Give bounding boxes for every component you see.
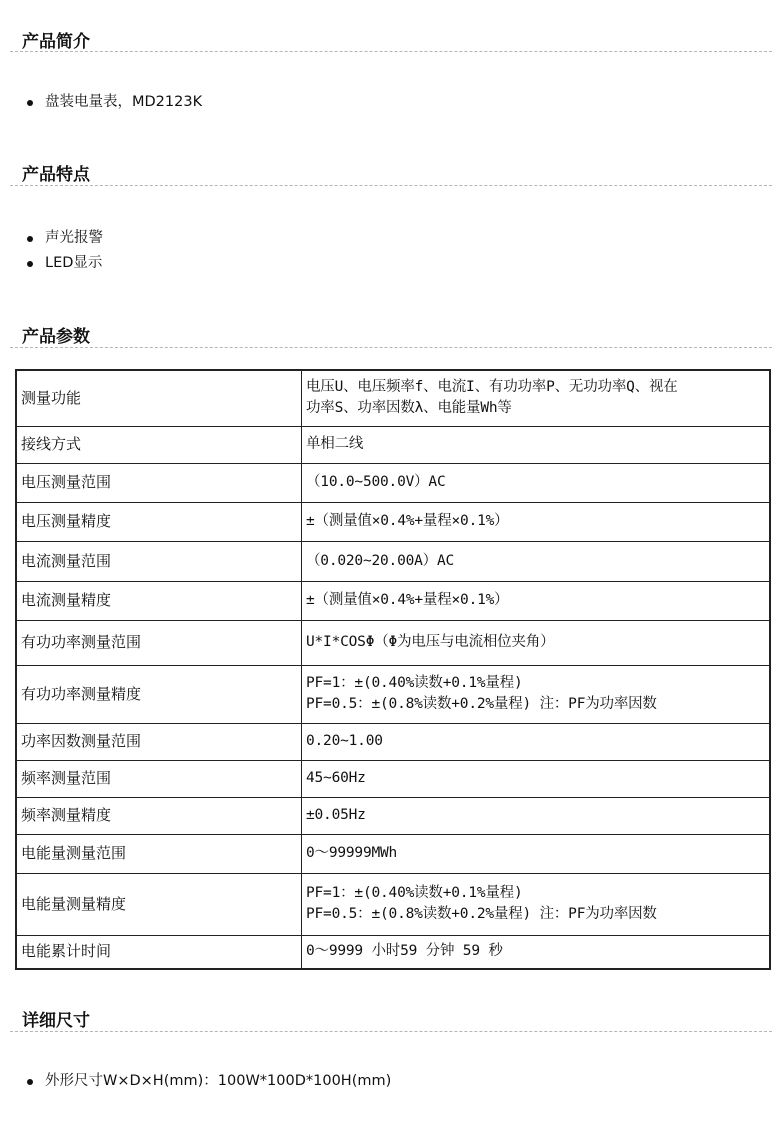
table-row (16, 797, 770, 834)
param-value-line: PF=1：±(0.40%读数+0.1%量程) (306, 675, 523, 691)
table-row (16, 620, 770, 665)
table-row (16, 541, 770, 581)
param-key: 电压测量范围 (16, 463, 302, 502)
param-value-line: PF=0.5：±(0.8%读数+0.2%量程) 注：PF为功率因数 (306, 906, 657, 922)
section-title-intro: 产品简介 (22, 32, 90, 52)
section-divider (10, 347, 772, 348)
param-value-line: 0～99999MWh (306, 845, 398, 861)
section-title-dimensions: 详细尺寸 (22, 1011, 90, 1031)
table-row (16, 723, 770, 760)
param-key: 频率测量精度 (16, 797, 302, 834)
param-value (302, 665, 771, 723)
param-key: 测量功能 (16, 370, 302, 426)
features-list (24, 226, 103, 276)
params-table (15, 369, 771, 970)
param-value-line: PF=1：±(0.40%读数+0.1%量程) (306, 885, 523, 901)
param-value (302, 541, 771, 581)
param-value-line: 0～9999 小时59 分钟 59 秒 (306, 943, 503, 960)
param-key: 功率因数测量范围 (16, 723, 302, 760)
list-item: 外形尺寸W×D×H(mm)：100W*100D*100H(mm) (24, 1069, 391, 1094)
table-row (16, 370, 770, 426)
param-key: 有功功率测量精度 (16, 665, 302, 723)
param-value (302, 370, 771, 426)
param-value (302, 426, 771, 463)
param-key: 电压测量精度 (16, 502, 302, 541)
param-value-line: 单相二线 (306, 436, 364, 452)
param-key: 电流测量范围 (16, 541, 302, 581)
param-value-line: 45~60Hz (306, 770, 366, 786)
section-title-features: 产品特点 (22, 165, 90, 185)
param-value-line: 0.20~1.00 (306, 733, 383, 749)
dimensions-list (24, 1069, 391, 1094)
param-key: 接线方式 (16, 426, 302, 463)
param-key: 有功功率测量范围 (16, 620, 302, 665)
table-row (16, 760, 770, 797)
param-value (302, 873, 771, 935)
param-value-line: （10.0~500.0V）AC (306, 474, 446, 490)
table-row (16, 873, 770, 935)
param-key: 电能累计时间 (16, 935, 302, 969)
param-value (302, 935, 771, 969)
param-key: 电流测量精度 (16, 581, 302, 620)
param-key: 电能量测量范围 (16, 834, 302, 873)
intro-list (24, 90, 202, 115)
param-key: 频率测量范围 (16, 760, 302, 797)
param-value-line: （0.020~20.00A）AC (306, 552, 455, 569)
section-divider (10, 1031, 772, 1032)
table-row (16, 834, 770, 873)
table-row (16, 665, 770, 723)
param-value (302, 463, 771, 502)
table-row (16, 935, 770, 969)
table-row (16, 502, 770, 541)
param-value-line: PF=0.5：±(0.8%读数+0.2%量程) 注：PF为功率因数 (306, 696, 657, 712)
param-value (302, 797, 771, 834)
param-value (302, 760, 771, 797)
param-value-line: U*I*COSΦ（Φ为电压与电流相位夹角） (306, 634, 555, 650)
param-value (302, 502, 771, 541)
list-item: 声光报警 (24, 226, 103, 251)
list-item: LED显示 (24, 251, 103, 276)
param-value (302, 834, 771, 873)
param-value (302, 581, 771, 620)
table-row (16, 581, 770, 620)
section-title-params: 产品参数 (22, 327, 90, 347)
list-item: 盘装电量表，MD2123K (24, 90, 202, 115)
param-key: 电能量测量精度 (16, 873, 302, 935)
table-row (16, 426, 770, 463)
section-divider (10, 51, 772, 52)
table-row (16, 463, 770, 502)
section-divider (10, 185, 772, 186)
param-value-line: 电压U、电压频率f、电流I、有功功率P、无功功率Q、视在 (306, 379, 678, 396)
param-value-line: 功率S、功率因数λ、电能量Wh等 (306, 400, 512, 417)
param-value (302, 620, 771, 665)
param-value-line: ±0.05Hz (306, 807, 366, 823)
param-value-line: ±（测量值×0.4%+量程×0.1%） (306, 592, 509, 608)
param-value (302, 723, 771, 760)
param-value-line: ±（测量值×0.4%+量程×0.1%） (306, 513, 509, 529)
